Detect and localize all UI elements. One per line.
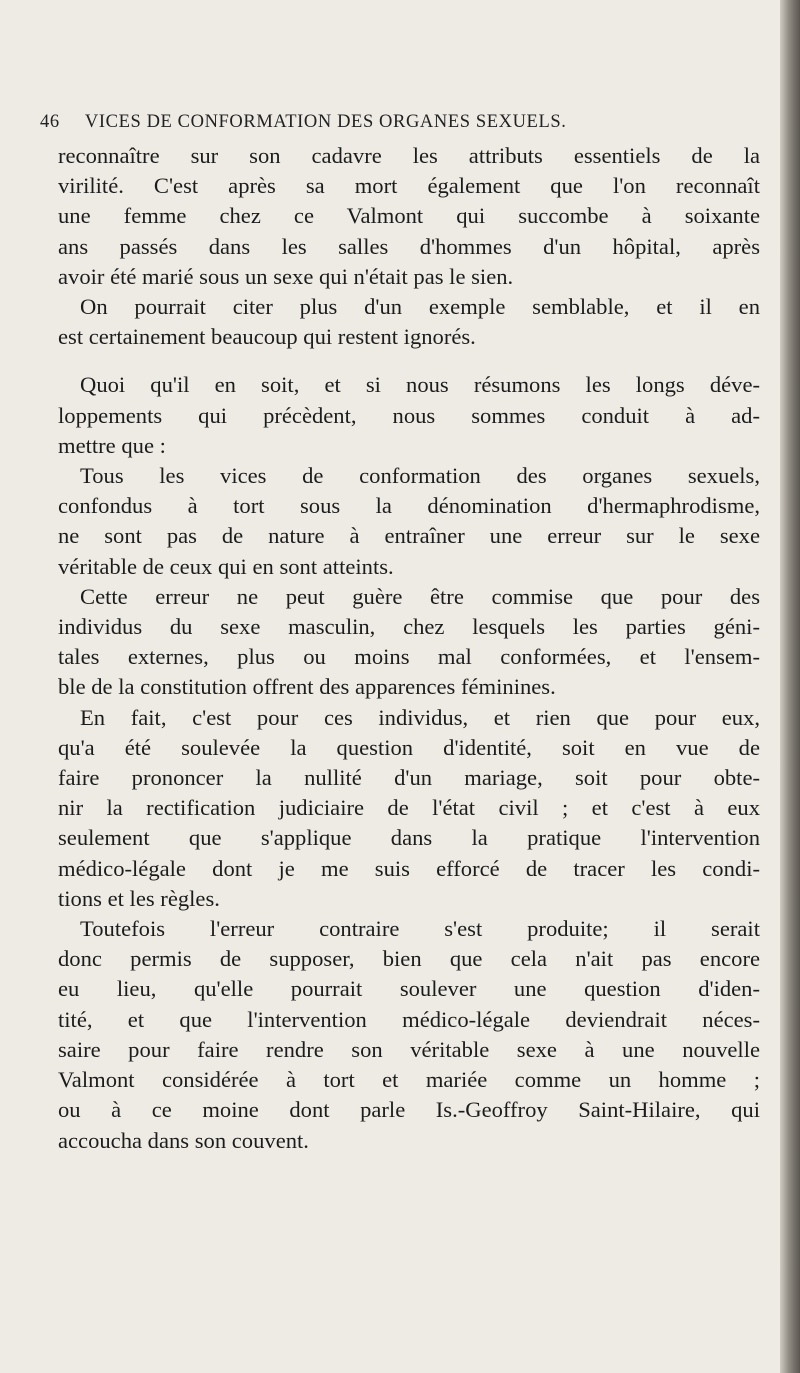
text-line: virilité. C'est après sa mort également que l'on reconnaît — [58, 173, 760, 199]
text-line: ou à ce moine dont parle Is.-Geoffroy Saint-Hilaire, qui — [58, 1097, 760, 1123]
paragraph — [58, 461, 760, 582]
running-title: VICES DE CONFORMATION DES ORGANES SEXUELS. — [84, 112, 567, 132]
paragraph — [58, 914, 760, 1156]
text-line: On pourrait citer plus d'un exemple semblable, et il en — [80, 294, 760, 320]
text-line: ne sont pas de nature à entraîner une erreur sur le sexe — [58, 523, 760, 549]
page-number: 46 — [40, 112, 60, 132]
paragraph — [58, 141, 760, 292]
text-line: Tous les vices de conformation des organes sexuels, — [80, 463, 760, 489]
text-line: reconnaître sur son cadavre les attributs essentiels de la — [58, 143, 760, 168]
text-line: Toutefois l'erreur contraire s'est produite; il serait — [80, 916, 760, 942]
text-line: saire pour faire rendre son véritable sexe à une nouvelle — [58, 1036, 760, 1062]
text-line: eu lieu, qu'elle pourrait soulever une question d'iden- — [58, 976, 760, 1002]
paragraph — [58, 370, 760, 461]
text-line: confondus à tort sous la dénomination d'hermaphrodisme, — [58, 493, 760, 519]
text-line: loppements qui précèdent, nous sommes conduit à ad- — [58, 402, 760, 428]
text-line: ans passés dans les salles d'hommes d'un hôpital, après — [58, 233, 760, 259]
text-line: qu'a été soulevée la question d'identité, soit en vue de — [58, 734, 760, 760]
text-line: une femme chez ce Valmont qui succombe à soixante — [58, 203, 760, 229]
text-line: seulement que s'applique dans la pratique l'intervention — [58, 825, 760, 851]
text-line: ble de la constitution offrent des apparences féminines. — [58, 674, 556, 700]
paragraph — [58, 703, 760, 914]
text-line: accoucha dans son couvent. — [58, 1127, 309, 1153]
text-line: avoir été marié sous un sexe qui n'était pas le sien. — [58, 263, 514, 289]
text-line: Quoi qu'il en soit, et si nous résumons les longs déve- — [80, 372, 760, 398]
text-line: mettre que : — [58, 432, 166, 458]
text-line: tales externes, plus ou moins mal conformées, et l'ensem- — [58, 644, 760, 670]
running-header — [40, 112, 720, 133]
text-line: En fait, c'est pour ces individus, et rien que pour eux, — [80, 704, 760, 730]
text-line: individus du sexe masculin, chez lesquels les parties géni- — [58, 614, 760, 640]
body-text — [58, 141, 760, 1156]
text-line: donc permis de supposer, bien que cela n'ait pas encore — [58, 946, 760, 972]
text-line: Cette erreur ne peut guère être commise que pour des — [80, 583, 760, 609]
text-line: médico-légale dont je me suis efforcé de tracer les condi- — [58, 855, 760, 881]
text-line: nir la rectification judiciaire de l'état civil ; et c'est à eux — [58, 795, 760, 821]
paragraph — [58, 582, 760, 703]
paragraph — [58, 292, 760, 352]
page-edge-shadow — [780, 0, 800, 1373]
text-line: tité, et que l'intervention médico-légale deviendrait néces- — [58, 1006, 760, 1032]
text-line: est certainement beaucoup qui restent ignorés. — [58, 324, 476, 350]
text-line: tions et les règles. — [58, 885, 220, 911]
text-line: véritable de ceux qui en sont atteints. — [58, 553, 394, 579]
text-line: faire prononcer la nullité d'un mariage, soit pour obte- — [58, 765, 760, 791]
text-line: Valmont considérée à tort et mariée comme un homme ; — [58, 1067, 760, 1093]
